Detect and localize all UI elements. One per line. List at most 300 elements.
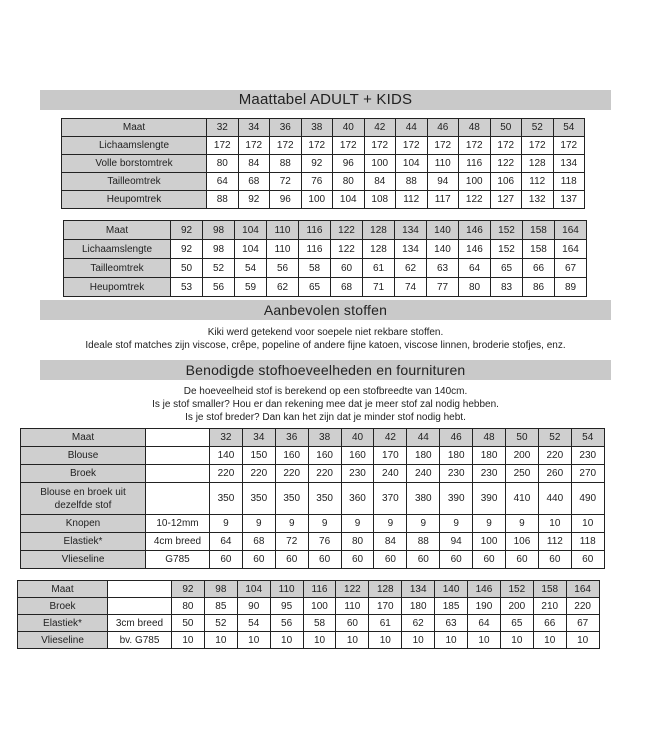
table-cell: 100	[364, 155, 396, 173]
table-cell: 172	[301, 137, 333, 155]
table-cell: 71	[363, 278, 395, 297]
header-cell: 38	[308, 429, 341, 447]
table-cell: 64	[207, 173, 239, 191]
header-cell: 98	[203, 221, 235, 240]
table-cell: 116	[299, 240, 331, 259]
table-cell: 164	[555, 240, 587, 259]
header-cell: 128	[369, 581, 402, 598]
table-cell: 52	[204, 615, 237, 632]
stoffen-text	[40, 326, 611, 352]
table-cell: 172	[364, 137, 396, 155]
header-cell: 122	[336, 581, 369, 598]
table-cell: 220	[210, 465, 243, 483]
table-cell: 62	[395, 259, 427, 278]
table-cell: 230	[571, 447, 604, 465]
header-cell: 128	[363, 221, 395, 240]
table-cell: 190	[468, 598, 501, 615]
table-cell: 180	[473, 447, 506, 465]
table-cell: 60	[440, 551, 473, 569]
table-cell: 63	[427, 259, 459, 278]
table-cell: 92	[238, 191, 270, 209]
table-cell: 360	[341, 483, 374, 515]
table-cell: 180	[440, 447, 473, 465]
table-cell: 88	[207, 191, 239, 209]
table-row	[62, 155, 585, 173]
header-cell: 92	[172, 581, 205, 598]
table-row	[64, 278, 587, 297]
table-cell	[146, 465, 210, 483]
table-cell: 9	[506, 515, 539, 533]
row-label-cell: Heupomtrek	[64, 278, 171, 297]
header-cell: 146	[459, 221, 491, 240]
table-cell	[146, 447, 210, 465]
table-cell: 58	[299, 259, 331, 278]
table-cell: 80	[333, 173, 365, 191]
table-cell: 160	[341, 447, 374, 465]
header-cell: 42	[364, 119, 396, 137]
row-label-cell: Vlieseline	[21, 551, 146, 569]
header-cell: Maat	[21, 429, 146, 447]
header-cell: 40	[341, 429, 374, 447]
table-cell: 140	[427, 240, 459, 259]
row-label-cell: Lichaamslengte	[64, 240, 171, 259]
fabric-line-1: De hoeveelheid stof is berekend op een stofbreedte van 140cm.	[183, 386, 468, 397]
header-cell: 104	[235, 221, 267, 240]
table-cell: 74	[395, 278, 427, 297]
table-cell: 64	[468, 615, 501, 632]
table-cell: 83	[491, 278, 523, 297]
table-cell: 52	[203, 259, 235, 278]
table-cell: 390	[473, 483, 506, 515]
header-cell: 134	[402, 581, 435, 598]
header-cell: 50	[506, 429, 539, 447]
table-cell: 94	[440, 533, 473, 551]
table-cell: 67	[566, 615, 599, 632]
table-cell: 95	[270, 598, 303, 615]
table-cell: 9	[374, 515, 407, 533]
table-cell: 220	[275, 465, 308, 483]
table-cell: 112	[522, 173, 554, 191]
row-label-cell: Blouse en broek uit dezelfde stof	[21, 483, 146, 515]
table-cell: 60	[341, 551, 374, 569]
header-cell: 146	[468, 581, 501, 598]
header-cell: 54	[553, 119, 585, 137]
table-row	[62, 137, 585, 155]
table-cell: 150	[242, 447, 275, 465]
table-row	[18, 615, 600, 632]
table-cell: 50	[172, 615, 205, 632]
table-cell: 117	[427, 191, 459, 209]
table-cell: 10	[303, 632, 336, 649]
table-cell: 370	[374, 483, 407, 515]
table-cell: 10	[468, 632, 501, 649]
row-label-cell: Tailleomtrek	[64, 259, 171, 278]
row-label-cell: Vlieseline	[18, 632, 108, 649]
table-cell: 220	[566, 598, 599, 615]
table-cell: 240	[407, 465, 440, 483]
table-cell: 72	[270, 173, 302, 191]
table-cell: 116	[459, 155, 491, 173]
table-cell: 88	[407, 533, 440, 551]
table-cell: 100	[301, 191, 333, 209]
table-cell: 260	[538, 465, 571, 483]
header-cell: 36	[270, 119, 302, 137]
header-row	[62, 119, 585, 137]
table-cell: 172	[238, 137, 270, 155]
table-cell: 390	[440, 483, 473, 515]
table-cell: 110	[427, 155, 459, 173]
table-cell: 9	[308, 515, 341, 533]
kids-size-table	[63, 220, 587, 297]
header-cell: 48	[459, 119, 491, 137]
header-cell: Maat	[64, 221, 171, 240]
table-cell: 9	[210, 515, 243, 533]
header-cell: 36	[275, 429, 308, 447]
table-cell: 172	[207, 137, 239, 155]
table-cell: 230	[440, 465, 473, 483]
table-cell: 66	[533, 615, 566, 632]
table-cell: 10	[237, 632, 270, 649]
table-cell: 172	[333, 137, 365, 155]
header-cell: 116	[299, 221, 331, 240]
kids-fabric-table	[17, 580, 600, 649]
table-cell: 106	[506, 533, 539, 551]
table-row	[21, 447, 605, 465]
table-cell: 172	[522, 137, 554, 155]
table-cell: 122	[459, 191, 491, 209]
row-label-cell: Knopen	[21, 515, 146, 533]
table-cell: 410	[506, 483, 539, 515]
table-cell: 64	[459, 259, 491, 278]
table-cell: 108	[364, 191, 396, 209]
table-cell: 77	[427, 278, 459, 297]
table-cell: 10	[172, 632, 205, 649]
table-cell: 122	[331, 240, 363, 259]
table-cell: 60	[473, 551, 506, 569]
table-cell: bv. G785	[108, 632, 172, 649]
header-cell: 54	[571, 429, 604, 447]
header-cell: 52	[522, 119, 554, 137]
header-cell: 104	[237, 581, 270, 598]
table-cell: 96	[333, 155, 365, 173]
table-cell: 10	[402, 632, 435, 649]
table-row	[18, 632, 600, 649]
table-cell: 10	[204, 632, 237, 649]
table-cell: 10	[571, 515, 604, 533]
table-cell: 63	[435, 615, 468, 632]
table-cell: 9	[275, 515, 308, 533]
table-cell: 110	[336, 598, 369, 615]
table-cell: 54	[237, 615, 270, 632]
table-cell: 240	[374, 465, 407, 483]
table-cell: 80	[341, 533, 374, 551]
table-cell: 61	[363, 259, 395, 278]
table-cell: 10	[533, 632, 566, 649]
table-row	[62, 173, 585, 191]
header-cell: 34	[242, 429, 275, 447]
table-cell: 230	[341, 465, 374, 483]
header-cell: 110	[267, 221, 299, 240]
table-cell: 84	[238, 155, 270, 173]
table-cell: 60	[331, 259, 363, 278]
table-cell: 380	[407, 483, 440, 515]
fabric-line-2: Is je stof smaller? Hou er dan rekening mee dat je meer stof zal nodig hebben.	[152, 399, 499, 410]
header-cell: 98	[204, 581, 237, 598]
table-cell: 88	[270, 155, 302, 173]
table-cell: 132	[522, 191, 554, 209]
header-row	[21, 429, 605, 447]
table-cell: 60	[308, 551, 341, 569]
table-cell: 94	[427, 173, 459, 191]
header-cell: Maat	[18, 581, 108, 598]
header-cell: 164	[566, 581, 599, 598]
table-cell: 440	[538, 483, 571, 515]
table-cell: 200	[506, 447, 539, 465]
row-label-cell: Elastiek*	[21, 533, 146, 551]
table-cell: 9	[341, 515, 374, 533]
table-cell: 118	[571, 533, 604, 551]
row-label-cell: Heupomtrek	[62, 191, 207, 209]
table-cell: 9	[440, 515, 473, 533]
table-cell: 350	[308, 483, 341, 515]
table-cell: 170	[369, 598, 402, 615]
table-cell: 62	[402, 615, 435, 632]
table-cell	[108, 598, 172, 615]
table-cell: 80	[459, 278, 491, 297]
row-label-cell: Broek	[18, 598, 108, 615]
table-cell: 180	[407, 447, 440, 465]
table-cell: 158	[523, 240, 555, 259]
table-cell: 56	[267, 259, 299, 278]
table-cell: 170	[374, 447, 407, 465]
table-cell: 112	[396, 191, 428, 209]
table-cell: 68	[242, 533, 275, 551]
table-cell: 92	[171, 240, 203, 259]
row-label-cell: Volle borstomtrek	[62, 155, 207, 173]
table-cell: 220	[308, 465, 341, 483]
table-cell: 118	[553, 173, 585, 191]
header-cell	[146, 429, 210, 447]
table-cell: 3cm breed	[108, 615, 172, 632]
table-cell: 88	[396, 173, 428, 191]
table-row	[21, 551, 605, 569]
table-cell: 10	[369, 632, 402, 649]
table-cell: 128	[363, 240, 395, 259]
header-cell: 158	[533, 581, 566, 598]
table-cell: 104	[235, 240, 267, 259]
table-cell: 58	[303, 615, 336, 632]
table-cell: 10	[435, 632, 468, 649]
title-maattabel: Maattabel ADULT + KIDS	[238, 91, 413, 108]
table-cell: 270	[571, 465, 604, 483]
table-cell: 104	[396, 155, 428, 173]
title-band-fabric	[40, 360, 611, 380]
table-cell: 9	[407, 515, 440, 533]
table-cell: 60	[506, 551, 539, 569]
table-cell: 65	[500, 615, 533, 632]
table-cell: 172	[427, 137, 459, 155]
header-cell: 140	[435, 581, 468, 598]
table-cell: 172	[459, 137, 491, 155]
row-label-cell: Tailleomtrek	[62, 173, 207, 191]
table-cell: 80	[172, 598, 205, 615]
table-row	[18, 598, 600, 615]
adult-fabric-table	[20, 428, 605, 569]
table-cell: 60	[242, 551, 275, 569]
table-cell: 60	[374, 551, 407, 569]
title-band-maattabel	[40, 90, 611, 110]
header-cell: 38	[301, 119, 333, 137]
table-cell: 152	[491, 240, 523, 259]
table-cell: 128	[522, 155, 554, 173]
table-cell: 490	[571, 483, 604, 515]
table-cell: 100	[473, 533, 506, 551]
table-cell: 9	[242, 515, 275, 533]
table-cell: 127	[490, 191, 522, 209]
table-cell: 185	[435, 598, 468, 615]
table-cell: 134	[395, 240, 427, 259]
table-cell: 200	[500, 598, 533, 615]
table-cell: 65	[299, 278, 331, 297]
table-cell: 10	[538, 515, 571, 533]
header-cell: 152	[500, 581, 533, 598]
table-cell: 122	[490, 155, 522, 173]
table-row	[64, 259, 587, 278]
table-cell: 56	[270, 615, 303, 632]
header-cell: 140	[427, 221, 459, 240]
header-cell: 40	[333, 119, 365, 137]
row-label-cell: Broek	[21, 465, 146, 483]
table-cell: 9	[473, 515, 506, 533]
table-cell: 350	[242, 483, 275, 515]
table-cell: 10-12mm	[146, 515, 210, 533]
table-cell: 4cm breed	[146, 533, 210, 551]
table-cell: 134	[553, 155, 585, 173]
header-cell: 32	[207, 119, 239, 137]
table-cell: 172	[490, 137, 522, 155]
table-cell: 67	[555, 259, 587, 278]
table-cell: 160	[275, 447, 308, 465]
header-cell: 50	[490, 119, 522, 137]
row-label-cell: Lichaamslengte	[62, 137, 207, 155]
table-cell: 100	[303, 598, 336, 615]
table-cell: 76	[308, 533, 341, 551]
header-cell: 52	[538, 429, 571, 447]
header-row	[18, 581, 600, 598]
table-cell: 54	[235, 259, 267, 278]
table-row	[21, 465, 605, 483]
table-cell: 10	[566, 632, 599, 649]
stoffen-line-1: Kiki werd getekend voor soepele niet rekbare stoffen.	[207, 327, 444, 338]
table-cell: 180	[402, 598, 435, 615]
table-cell: 210	[533, 598, 566, 615]
table-cell: 60	[336, 615, 369, 632]
header-cell: 164	[555, 221, 587, 240]
table-cell: 64	[210, 533, 243, 551]
table-cell: 96	[270, 191, 302, 209]
table-row	[62, 191, 585, 209]
table-cell: 220	[242, 465, 275, 483]
table-cell: 76	[301, 173, 333, 191]
fabric-text	[40, 385, 611, 424]
table-cell: 62	[267, 278, 299, 297]
table-cell: 90	[237, 598, 270, 615]
table-cell: 172	[270, 137, 302, 155]
table-cell: 98	[203, 240, 235, 259]
table-cell: 172	[553, 137, 585, 155]
fabric-line-3: Is je stof breder? Dan kan het zijn dat je minder stof nodig hebt.	[185, 412, 466, 423]
header-cell: 152	[491, 221, 523, 240]
header-cell: 158	[523, 221, 555, 240]
header-cell: 134	[395, 221, 427, 240]
table-cell: 86	[523, 278, 555, 297]
table-cell: 65	[491, 259, 523, 278]
table-cell: 68	[331, 278, 363, 297]
table-cell: 350	[275, 483, 308, 515]
header-cell: 48	[473, 429, 506, 447]
table-cell: 112	[538, 533, 571, 551]
table-cell: 110	[267, 240, 299, 259]
header-cell: 122	[331, 221, 363, 240]
table-cell: 10	[270, 632, 303, 649]
table-cell: 80	[207, 155, 239, 173]
table-cell: 137	[553, 191, 585, 209]
table-cell: 140	[210, 447, 243, 465]
table-row	[21, 533, 605, 551]
header-cell: 32	[210, 429, 243, 447]
table-cell: 68	[238, 173, 270, 191]
header-cell: 46	[440, 429, 473, 447]
table-cell: 10	[500, 632, 533, 649]
table-cell: 172	[396, 137, 428, 155]
table-cell: 60	[571, 551, 604, 569]
header-cell: 92	[171, 221, 203, 240]
table-cell: 350	[210, 483, 243, 515]
stoffen-line-2: Ideale stof matches zijn viscose, crêpe, popeline of andere fijne katoen, viscose linnen, broderie stofjes, enz.	[85, 340, 566, 351]
table-cell: 72	[275, 533, 308, 551]
table-cell: 85	[204, 598, 237, 615]
table-cell: 56	[203, 278, 235, 297]
adult-size-table	[61, 118, 585, 209]
table-cell: 100	[459, 173, 491, 191]
table-cell: 89	[555, 278, 587, 297]
table-cell: 61	[369, 615, 402, 632]
table-cell: 84	[374, 533, 407, 551]
header-cell: 44	[396, 119, 428, 137]
header-cell	[108, 581, 172, 598]
title-fabric: Benodigde stofhoeveelheden en fournituren	[185, 362, 466, 378]
table-cell: 10	[336, 632, 369, 649]
table-cell: 60	[407, 551, 440, 569]
table-cell: 250	[506, 465, 539, 483]
table-cell: G785	[146, 551, 210, 569]
table-cell: 104	[333, 191, 365, 209]
header-cell: 34	[238, 119, 270, 137]
table-cell: 146	[459, 240, 491, 259]
header-cell: 46	[427, 119, 459, 137]
header-row	[64, 221, 587, 240]
table-cell: 220	[538, 447, 571, 465]
header-cell: 42	[374, 429, 407, 447]
header-cell: 44	[407, 429, 440, 447]
table-cell: 160	[308, 447, 341, 465]
table-cell: 92	[301, 155, 333, 173]
row-label-cell: Blouse	[21, 447, 146, 465]
table-cell: 53	[171, 278, 203, 297]
table-cell: 60	[275, 551, 308, 569]
table-cell: 60	[210, 551, 243, 569]
table-row	[64, 240, 587, 259]
